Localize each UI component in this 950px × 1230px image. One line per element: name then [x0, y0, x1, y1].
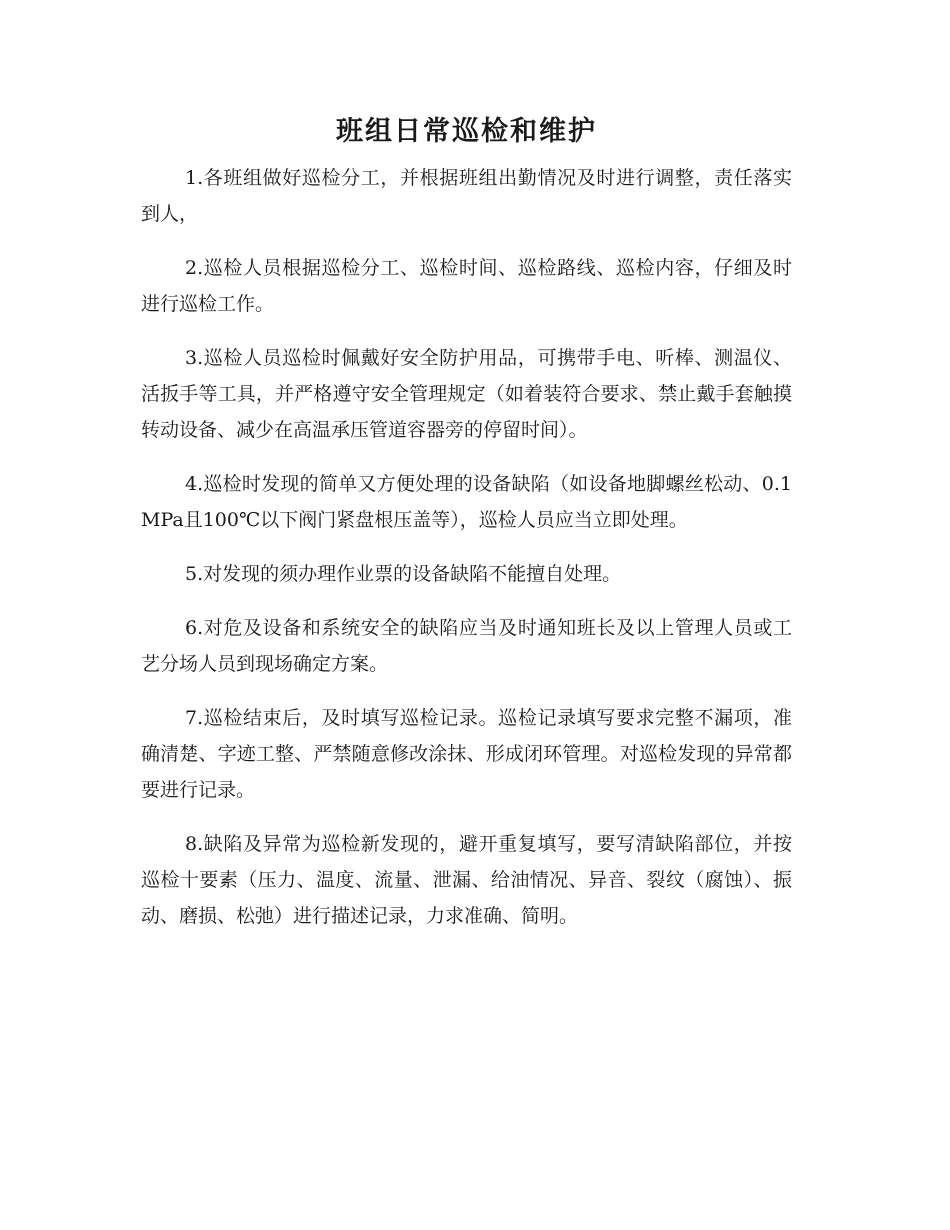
list-item: 4.巡检时发现的简单又方便处理的设备缺陷（如设备地脚螺丝松动、0.1MPa且100℃以下阀门紧盘根压盖等），巡检人员应当立即处理。 [141, 473, 792, 531]
list-item: 8.缺陷及异常为巡检新发现的，避开重复填写，要写清缺陷部位，并按巡检十要素（压力、温度、流量、泄漏、给油情况、异音、裂纹（腐蚀）、振动、磨损、松弛）进行描述记录，力求准确、简明。 [141, 833, 792, 927]
list-item: 3.巡检人员巡检时佩戴好安全防护用品，可携带手电、听棒、测温仪、活扳手等工具，并严格遵守安全管理规定（如着装符合要求、禁止戴手套触摸转动设备、减少在高温承压管道容器旁的停留时间）。 [141, 347, 792, 441]
list-item: 6.对危及设备和系统安全的缺陷应当及时通知班长及以上管理人员或工艺分场人员到现场确定方案。 [141, 617, 792, 675]
list-item: 5.对发现的须办理作业票的设备缺陷不能擅自处理。 [185, 563, 622, 585]
list-item: 2.巡检人员根据巡检分工、巡检时间、巡检路线、巡检内容，仔细及时进行巡检工作。 [141, 257, 792, 315]
page-title: 班组日常巡检和维护 [336, 116, 597, 147]
list-item: 1.各班组做好巡检分工，并根据班组出勤情况及时进行调整，责任落实到人， [141, 167, 792, 225]
list-item: 7.巡检结束后，及时填写巡检记录。巡检记录填写要求完整不漏项，准确清楚、字迹工整、严禁随意修改涂抹、形成闭环管理。对巡检发现的异常都要进行记录。 [141, 707, 792, 801]
